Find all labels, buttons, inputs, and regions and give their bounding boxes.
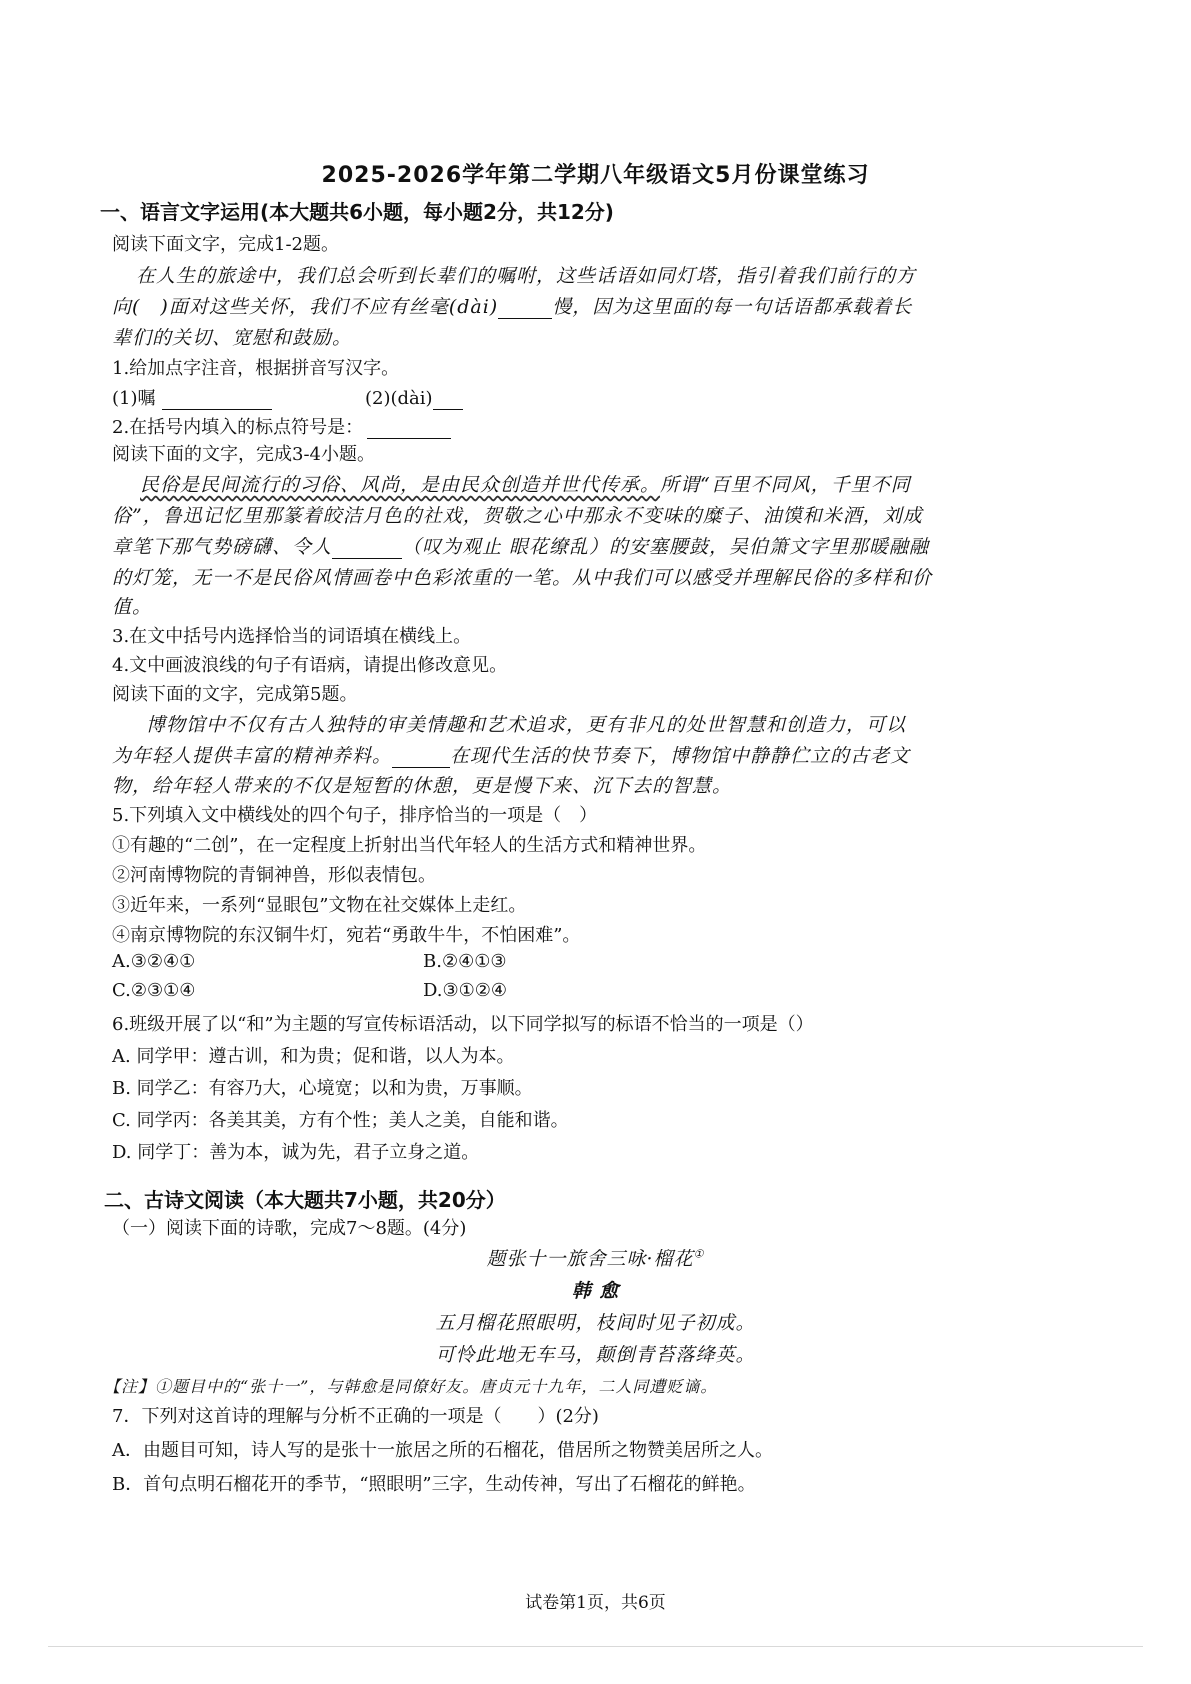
q1-part-a: (1)嘱 — [112, 388, 156, 409]
q1-a-blank[interactable] — [162, 391, 272, 410]
poem-line: 可怜此地无车马，颠倒青苔落绛英。 — [435, 1344, 756, 1366]
q5-option-c[interactable]: C.②③①④ — [112, 980, 196, 1001]
section1-intro3: 阅读下面的文字，完成第5题。 — [112, 684, 358, 705]
passage2-line3a: 章笔下那气势磅礴、令人 — [112, 536, 333, 558]
passage3-line2 — [112, 741, 910, 768]
passage1-line2 — [112, 292, 912, 319]
passage1-line2a: 向( )面对这些关怀，我们不应有丝毫(dài) — [112, 296, 499, 318]
poem-title — [0, 1244, 1191, 1271]
passage1-line2b: 慢，因为这里面的每一句话语都承载着长 — [552, 296, 913, 318]
q5-option-a[interactable]: A.③②④① — [112, 951, 196, 972]
poem-author: 韩 愈 — [571, 1280, 620, 1302]
passage3-line3: 物，给年轻人带来的不仅是短暂的休憩，更是慢下来、沉下去的智慧。 — [112, 775, 733, 797]
q2-text: 2.在括号内填入的标点符号是： — [112, 417, 364, 438]
question-1-answers — [112, 384, 463, 410]
q6-option-b[interactable]: B. 同学乙：有容乃大，心境宽；以和为贵，万事顺。 — [112, 1078, 533, 1099]
q5-item: ①有趣的“二创”，在一定程度上折射出当代年轻人的生活方式和精神世界。 — [112, 835, 707, 856]
question-2 — [112, 413, 451, 439]
page-title: 2025-2026学年第二学期八年级语文5月份课堂练习 — [321, 163, 870, 188]
poem-line: 五月榴花照眼明，枝间时见子初成。 — [435, 1312, 756, 1334]
q5-item: ③近年来，一系列“显眼包”文物在社交媒体上走红。 — [112, 895, 527, 916]
passage2-line1 — [140, 470, 911, 497]
section1-intro1: 阅读下面文字，完成1-2题。 — [112, 234, 339, 255]
passage3-blank — [392, 749, 450, 768]
q1-part-b: (2)(dài) — [364, 388, 433, 409]
passage2-line2: 俗”，鲁迅记忆里那篆着皎洁月色的社戏，贺敬之心中那永不变味的糜子、油馍和米酒，刘成 — [112, 505, 923, 527]
passage3-line1: 博物馆中不仅有古人独特的审美情趣和艺术追求，更有非凡的处世智慧和创造力，可以 — [146, 714, 907, 736]
passage2-blank — [332, 540, 402, 559]
bottom-divider — [48, 1646, 1143, 1647]
q5-item: ④南京博物院的东汉铜牛灯，宛若“勇敢牛牛，不怕困难”。 — [112, 925, 581, 946]
q7-option-b[interactable]: B．首句点明石榴花开的季节，“照眼明”三字，生动传神，写出了石榴花的鲜艳。 — [112, 1474, 756, 1495]
question-3: 3.在文中括号内选择恰当的词语填在横线上。 — [112, 626, 472, 647]
section2-sub1: （一）阅读下面的诗歌，完成7～8题。(4分) — [112, 1218, 467, 1239]
page-footer: 试卷第1页，共6页 — [525, 1593, 666, 1613]
question-7: 7．下列对这首诗的理解与分析不正确的一项是（ ）(2分) — [112, 1406, 599, 1427]
question-5: 5.下列填入文中横线处的四个句子，排序恰当的一项是（ ） — [112, 805, 598, 826]
q5-option-b[interactable]: B.②④①③ — [423, 951, 507, 972]
q6-option-d[interactable]: D. 同学丁：善为本，诚为先，君子立身之道。 — [112, 1142, 480, 1163]
passage2-line4: 的灯笼，无一不是民俗风情画卷中色彩浓重的一笔。从中我们可以感受并理解民俗的多样和价 — [112, 567, 933, 589]
q5-option-d[interactable]: D.③①②④ — [423, 980, 508, 1001]
section1-intro2: 阅读下面的文字，完成3-4小题。 — [112, 444, 375, 465]
passage1-line1: 在人生的旅途中，我们总会听到长辈们的嘱咐，这些话语如同灯塔，指引着我们前行的方 — [136, 265, 917, 287]
passage2-line1-rest: 所谓“百里不同风，千里不同 — [660, 474, 911, 496]
question-6: 6.班级开展了以“和”为主题的写宣传标语活动，以下同学拟写的标语不恰当的一项是（） — [112, 1014, 814, 1035]
passage3-line2b: 在现代生活的快节奏下，博物馆中静静伫立的古老文 — [450, 745, 911, 767]
passage1-line3: 辈们的关切、宽慰和鼓励。 — [112, 327, 353, 349]
poem-title-text: 题张十一旅舍三咏·榴花 — [486, 1248, 694, 1270]
poem-annotation: 【注】①题目中的“张十一”，与韩愈是同僚好友。唐贞元十九年，二人同遭贬谪。 — [104, 1377, 718, 1396]
section1-heading: 一、语言文字运用(本大题共6小题，每小题2分，共12分) — [100, 200, 614, 224]
poem-note-mark: ① — [693, 1247, 705, 1261]
wavy-sentence: 民俗是民间流行的习俗、风尚，是由民众创造并世代传承。 — [140, 474, 661, 496]
section2-heading: 二、古诗文阅读（本大题共7小题，共20分） — [104, 1188, 506, 1212]
q2-blank[interactable] — [367, 420, 451, 439]
q1-b-blank[interactable] — [433, 391, 463, 410]
passage2-line3b: （叹为观止 眼花缭乱）的安塞腰鼓，吴伯箫文字里那暖融融 — [402, 536, 930, 558]
question-4: 4.文中画波浪线的句子有语病，请提出修改意见。 — [112, 655, 508, 676]
q6-option-c[interactable]: C. 同学丙：各美其美，方有个性；美人之美，自能和谐。 — [112, 1110, 569, 1131]
passage1-blank — [498, 300, 552, 319]
passage2-line5: 值。 — [112, 596, 153, 618]
passage3-line2a: 为年轻人提供丰富的精神养料。 — [112, 745, 393, 767]
q6-option-a[interactable]: A. 同学甲：遵古训，和为贵；促和谐，以人为本。 — [112, 1046, 515, 1067]
q7-option-a[interactable]: A．由题目可知，诗人写的是张十一旅居之所的石榴花，借居所之物赞美居所之人。 — [112, 1440, 773, 1461]
q5-item: ②河南博物院的青铜神兽，形似表情包。 — [112, 865, 436, 886]
question-1: 1.给加点字注音，根据拼音写汉字。 — [112, 358, 400, 379]
passage2-line3 — [112, 532, 929, 559]
